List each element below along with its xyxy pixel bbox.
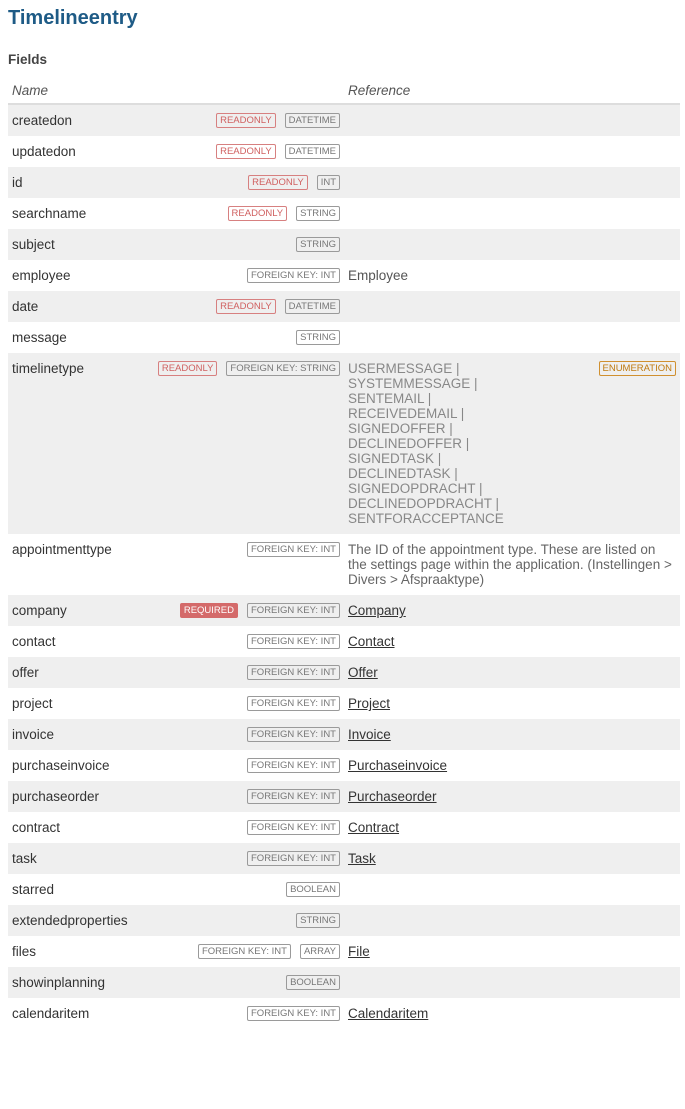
- field-reference-cell: [344, 967, 680, 998]
- field-name: appointmenttype: [12, 542, 112, 557]
- readonly-badge: READONLY: [248, 175, 308, 190]
- table-row: [8, 136, 680, 167]
- enumeration-wrap: [348, 361, 676, 526]
- reference-link[interactable]: Project: [348, 696, 391, 711]
- field-name: extendedproperties: [12, 913, 128, 928]
- type-badge: FOREIGN KEY: INT: [247, 542, 340, 557]
- field-badges: [247, 634, 340, 649]
- table-row: [8, 998, 680, 1029]
- field-name: company: [12, 603, 67, 618]
- field-name-wrap: [12, 268, 340, 283]
- field-name: calendaritem: [12, 1006, 90, 1021]
- field-name-cell: [8, 657, 344, 688]
- type-badge: BOOLEAN: [286, 975, 340, 990]
- type-badge: STRING: [296, 913, 340, 928]
- enumeration-value: DECLINEDTASK |: [348, 466, 458, 481]
- table-row: [8, 291, 680, 322]
- type-badge: FOREIGN KEY: INT: [247, 696, 340, 711]
- enumeration-value: RECEIVEDEMAIL |: [348, 406, 465, 421]
- field-name: message: [12, 330, 67, 345]
- table-row: [8, 812, 680, 843]
- table-row: [8, 104, 680, 136]
- field-name-cell: [8, 353, 344, 534]
- field-name-wrap: [12, 542, 340, 557]
- field-name-cell: [8, 322, 344, 353]
- field-name-cell: [8, 905, 344, 936]
- field-badges: [247, 542, 340, 557]
- field-name-wrap: [12, 361, 340, 376]
- section-heading: Fields: [8, 52, 48, 67]
- table-row: [8, 843, 680, 874]
- enumeration-value: DECLINEDOFFER |: [348, 436, 470, 451]
- field-name: starred: [12, 882, 55, 897]
- field-name-wrap: [12, 851, 340, 866]
- field-badges: [216, 113, 340, 128]
- field-name-wrap: [12, 206, 340, 221]
- field-badges: [216, 144, 340, 159]
- field-name-cell: [8, 843, 344, 874]
- readonly-badge: READONLY: [158, 361, 218, 376]
- type-badge: STRING: [296, 237, 340, 252]
- field-name-wrap: [12, 882, 340, 897]
- type-badge: FOREIGN KEY: INT: [247, 634, 340, 649]
- field-name-cell: [8, 291, 344, 322]
- enumeration-badge: ENUMERATION: [599, 361, 677, 376]
- field-reference-cell: [344, 534, 680, 595]
- field-name: id: [12, 175, 23, 190]
- field-badges: [248, 175, 340, 190]
- field-name-wrap: [12, 665, 340, 680]
- field-badges: [247, 268, 340, 283]
- page-title: Timelineentry: [8, 7, 138, 29]
- type-badge: INT: [317, 175, 340, 190]
- type-badge: FOREIGN KEY: INT: [247, 1006, 340, 1021]
- table-row: [8, 322, 680, 353]
- field-name: searchname: [12, 206, 87, 221]
- field-badges: [247, 758, 340, 773]
- table-row: [8, 198, 680, 229]
- field-badges: [296, 330, 340, 345]
- table-row: [8, 657, 680, 688]
- field-name-cell: [8, 595, 344, 626]
- field-name-wrap: [12, 758, 340, 773]
- field-badges: [247, 665, 340, 680]
- field-reference-cell: [344, 260, 680, 291]
- type-badge: FOREIGN KEY: INT: [247, 851, 340, 866]
- field-name-wrap: [12, 113, 340, 128]
- field-badges: [198, 944, 340, 959]
- field-reference-cell: [344, 781, 680, 812]
- field-badges: [247, 727, 340, 742]
- type-badge: STRING: [296, 206, 340, 221]
- field-name-wrap: [12, 175, 340, 190]
- fields-table-body: [8, 104, 680, 1029]
- field-reference-cell: [344, 750, 680, 781]
- reference-link[interactable]: Company: [348, 603, 406, 618]
- field-name-wrap: [12, 1006, 340, 1021]
- reference-text: Employee: [348, 268, 409, 283]
- field-name-wrap: [12, 634, 340, 649]
- field-name: offer: [12, 665, 39, 680]
- table-row: [8, 626, 680, 657]
- type-badge: STRING: [296, 330, 340, 345]
- type-badge: DATETIME: [285, 299, 340, 314]
- field-name-cell: [8, 719, 344, 750]
- field-name-wrap: [12, 820, 340, 835]
- field-reference-cell: [344, 322, 680, 353]
- field-name-cell: [8, 626, 344, 657]
- field-reference-cell: [344, 657, 680, 688]
- field-name-cell: [8, 104, 344, 136]
- type-badge: FOREIGN KEY: INT: [247, 727, 340, 742]
- field-reference-cell: [344, 936, 680, 967]
- reference-link[interactable]: Calendaritem: [348, 1006, 429, 1021]
- field-name-cell: [8, 781, 344, 812]
- field-name-wrap: [12, 299, 340, 314]
- enumeration-values: [348, 361, 504, 526]
- field-reference-cell: [344, 136, 680, 167]
- field-name: purchaseinvoice: [12, 758, 110, 773]
- field-name-wrap: [12, 944, 340, 959]
- type-badge: FOREIGN KEY: INT: [247, 268, 340, 283]
- type-badge: FOREIGN KEY: INT: [247, 820, 340, 835]
- required-badge: REQUIRED: [180, 603, 238, 618]
- reference-link[interactable]: File: [348, 944, 370, 959]
- field-badges: [228, 206, 340, 221]
- field-badges: [247, 851, 340, 866]
- field-name-cell: [8, 260, 344, 291]
- type-badge: FOREIGN KEY: INT: [247, 603, 340, 618]
- field-badges: [286, 882, 340, 897]
- field-name: updatedon: [12, 144, 76, 159]
- readonly-badge: READONLY: [216, 144, 276, 159]
- field-name-wrap: [12, 727, 340, 742]
- field-name-cell: [8, 229, 344, 260]
- type-badge: FOREIGN KEY: STRING: [226, 361, 340, 376]
- field-name-wrap: [12, 975, 340, 990]
- field-reference-cell: [344, 626, 680, 657]
- field-reference-cell: [344, 905, 680, 936]
- field-badges: [247, 696, 340, 711]
- field-badges: [180, 603, 340, 618]
- table-row: [8, 781, 680, 812]
- enumeration-value: SIGNEDOFFER |: [348, 421, 453, 436]
- reference-link[interactable]: Contact: [348, 634, 395, 649]
- field-name-cell: [8, 688, 344, 719]
- reference-link[interactable]: Invoice: [348, 727, 391, 742]
- field-name: createdon: [12, 113, 73, 128]
- field-name-wrap: [12, 913, 340, 928]
- table-row: [8, 534, 680, 595]
- table-header-row: [8, 78, 680, 104]
- field-reference-cell: [344, 198, 680, 229]
- field-name-cell: [8, 874, 344, 905]
- field-name-wrap: [12, 144, 340, 159]
- table-row: [8, 936, 680, 967]
- field-name-cell: [8, 167, 344, 198]
- type-badge: FOREIGN KEY: INT: [247, 665, 340, 680]
- field-name-wrap: [12, 237, 340, 252]
- field-name-cell: [8, 967, 344, 998]
- field-reference-cell: [344, 353, 680, 534]
- field-name: files: [12, 944, 37, 959]
- table-row: [8, 167, 680, 198]
- field-badges: [247, 789, 340, 804]
- field-name: showinplanning: [12, 975, 106, 990]
- type-badge: DATETIME: [285, 144, 340, 159]
- field-name: purchaseorder: [12, 789, 100, 804]
- type-badge: ARRAY: [300, 944, 340, 959]
- field-name-cell: [8, 998, 344, 1029]
- table-row: [8, 905, 680, 936]
- table-row: [8, 595, 680, 626]
- field-name: invoice: [12, 727, 55, 742]
- field-name: date: [12, 299, 39, 314]
- type-badge: DATETIME: [285, 113, 340, 128]
- readonly-badge: READONLY: [228, 206, 288, 221]
- field-name-cell: [8, 812, 344, 843]
- field-reference-cell: [344, 167, 680, 198]
- field-name-cell: [8, 750, 344, 781]
- table-row: [8, 688, 680, 719]
- enumeration-value: SENTFORACCEPTANCE: [348, 511, 504, 526]
- field-badges: [296, 913, 340, 928]
- enumeration-value: USERMESSAGE |: [348, 361, 460, 376]
- reference-link[interactable]: Task: [348, 851, 376, 866]
- field-name-cell: [8, 534, 344, 595]
- field-reference-cell: [344, 812, 680, 843]
- field-name-wrap: [12, 330, 340, 345]
- field-name: task: [12, 851, 37, 866]
- table-row: [8, 967, 680, 998]
- type-badge: FOREIGN KEY: INT: [247, 789, 340, 804]
- field-name: timelinetype: [12, 361, 85, 376]
- field-reference-cell: [344, 104, 680, 136]
- field-reference-cell: [344, 874, 680, 905]
- table-row: [8, 353, 680, 534]
- reference-description: The ID of the appointment type. These are listed on the settings page within the application. (Instellingen > Divers > Afspraaktype): [348, 542, 672, 587]
- field-name-cell: [8, 136, 344, 167]
- field-reference-cell: [344, 688, 680, 719]
- field-reference-cell: [344, 291, 680, 322]
- type-badge: FOREIGN KEY: INT: [247, 758, 340, 773]
- fields-table: [8, 78, 680, 1029]
- field-badges: [158, 361, 340, 376]
- enumeration-value: SYSTEMMESSAGE |: [348, 376, 478, 391]
- field-name: contact: [12, 634, 56, 649]
- field-name-wrap: [12, 603, 340, 618]
- field-badges: [216, 299, 340, 314]
- column-header-reference: Reference: [344, 78, 680, 104]
- field-name: contract: [12, 820, 61, 835]
- field-reference-cell: [344, 843, 680, 874]
- enumeration-value: SENTEMAIL |: [348, 391, 432, 406]
- reference-link[interactable]: Offer: [348, 665, 378, 680]
- field-badges: [247, 1006, 340, 1021]
- table-row: [8, 229, 680, 260]
- field-reference-cell: [344, 595, 680, 626]
- field-name: subject: [12, 237, 55, 252]
- field-badges: [296, 237, 340, 252]
- type-badge: BOOLEAN: [286, 882, 340, 897]
- reference-link[interactable]: Purchaseorder: [348, 789, 437, 804]
- table-row: [8, 750, 680, 781]
- reference-link[interactable]: Purchaseinvoice: [348, 758, 448, 773]
- enumeration-value: SIGNEDOPDRACHT |: [348, 481, 483, 496]
- field-badges: [247, 820, 340, 835]
- field-name: employee: [12, 268, 71, 283]
- field-reference-cell: [344, 998, 680, 1029]
- reference-link[interactable]: Contract: [348, 820, 400, 835]
- enumeration-value: SIGNEDTASK |: [348, 451, 442, 466]
- field-reference-cell: [344, 229, 680, 260]
- field-name-cell: [8, 198, 344, 229]
- readonly-badge: READONLY: [216, 299, 276, 314]
- field-name-wrap: [12, 696, 340, 711]
- field-name-cell: [8, 936, 344, 967]
- type-badge: FOREIGN KEY: INT: [198, 944, 291, 959]
- readonly-badge: READONLY: [216, 113, 276, 128]
- field-reference-cell: [344, 719, 680, 750]
- table-row: [8, 260, 680, 291]
- field-name-wrap: [12, 789, 340, 804]
- field-name: project: [12, 696, 53, 711]
- table-row: [8, 874, 680, 905]
- table-row: [8, 719, 680, 750]
- column-header-name: Name: [8, 78, 344, 104]
- field-badges: [286, 975, 340, 990]
- enumeration-value: DECLINEDOPDRACHT |: [348, 496, 500, 511]
